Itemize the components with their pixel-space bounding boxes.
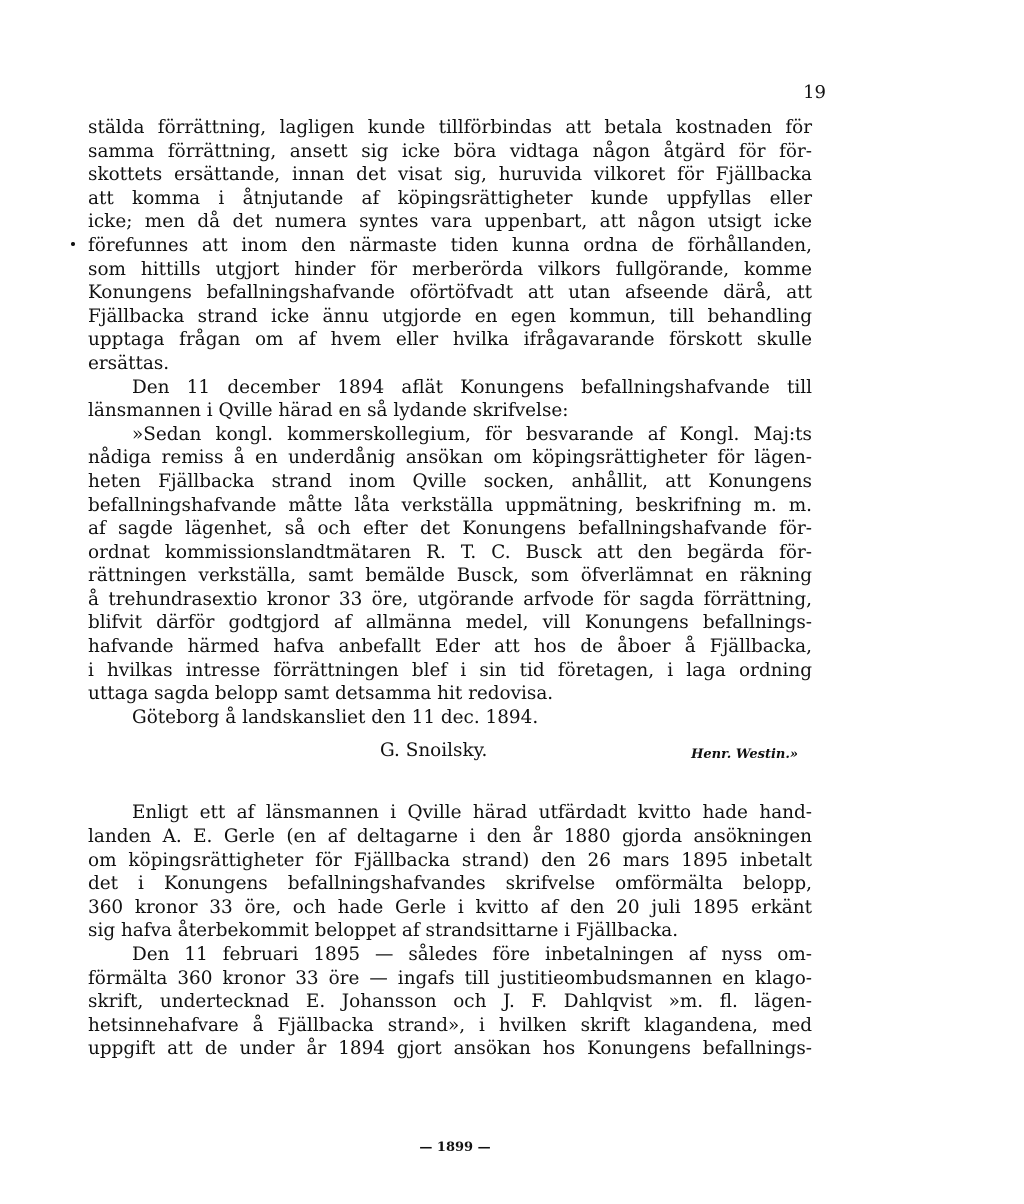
text-line: rättningen verkställa, samt bemälde Busck, som öfverlämnat en räkning [88,565,812,587]
signature-block [88,729,812,779]
section-spacer [88,779,812,801]
text-line: ordnat kommissionslandtmätaren R. T. C. Busck att den begärda för- [88,541,812,563]
countersignature: Henr. Westin.» [691,747,798,763]
text-line: skottets ersättande, innan det visat sig, huruvida vilkoret för Fjällbacka [88,164,812,186]
text-line: skrift, undertecknad E. Johansson och J. F. Dahlqvist »m. fl. lägen- [88,991,812,1013]
dateline: Göteborg å landskansliet den 11 dec. 1894. [132,706,539,728]
text-line: länsmannen i Qville härad en så lydande skrifvelse: [88,400,569,422]
text-line: heten Fjällbacka strand inom Qville socken, anhållit, att Konungens [88,470,812,492]
text-line: hetsinnehafvare å Fjällbacka strand», i hvilken skrift klagandena, med [88,1014,812,1036]
paragraph-2 [88,376,812,423]
text-line: landen A. E. Gerle (en af deltagarne i den år 1880 gjorda ansökningen [88,826,812,848]
text-line: som hittills utgjort hinder för merberörda vilkors fullgörande, komme [88,258,812,280]
text-line: förefunnes att inom den närmaste tiden kunna ordna de förhållanden, [88,234,812,256]
text-line: i hvilkas intresse förrättningen blef i sin tid företagen, i laga ordning [88,659,812,681]
text-line: Konungens befallningshafvande oförtöfvadt att utan afseende därå, att [88,282,812,304]
text-line: af sagde lägenhet, så och efter det Konungens befallningshafvande för- [88,518,812,540]
text-line: icke; men då det numera syntes vara uppenbart, att någon utsigt icke [88,211,812,233]
margin-mark [71,242,75,246]
text-line: Fjällbacka strand icke ännu utgjorde en egen kommun, till behandling [88,305,812,327]
text-line: Den 11 februari 1895 — således före inbetalningen af nyss om- [132,944,812,965]
text-line: 360 kronor 33 öre, och hade Gerle i kvitto af den 20 juli 1895 erkänt [88,896,812,918]
text-line: å trehundrasextio kronor 33 öre, utgörande arfvode för sagda förrättning, [88,588,812,610]
text-line: uppgift att de under år 1894 gjort ansökan hos Konungens befallnings- [88,1038,812,1060]
text-line: sig hafva återbekommit beloppet af strandsittarne i Fjällbacka. [88,920,679,942]
text-line: förmälta 360 kronor 33 öre — ingafs till justitieombudsmannen en klago- [88,967,812,989]
body-text [88,116,812,1061]
signature: G. Snoilsky. [380,740,488,762]
text-line: Enligt ett af länsmannen i Qville härad utfärdadt kvitto hade hand- [132,802,812,824]
text-line: upptaga frågan om af hvem eller hvilka ifrågavarande förskott skulle [88,329,812,351]
text-line: att komma i åtnjutande af köpingsrättigheter kunde uppfyllas eller [88,187,812,209]
text-line: det i Konungens befallningshafvandes skrifvelse omförmälta belopp, [88,873,812,895]
text-line: hafvande härmed hafva anbefallt Eder att hos de åboer å Fjällbacka, [88,636,812,658]
footer-year: — 1899 — [419,1140,491,1155]
page-number: 19 [803,82,826,103]
quoted-letter [88,423,812,730]
paragraph-3 [88,801,812,943]
text-line: ersättas. [88,352,170,374]
paragraph-4 [88,943,812,1061]
text-line: blifvit därför godtgjord af allmänna medel, vill Konungens befallnings- [88,612,812,634]
paragraph-1 [88,116,812,376]
text-line: Den 11 december 1894 aflät Konungens befallningshafvande till [132,376,812,398]
text-line: stälda förrättning, lagligen kunde tillförbindas att betala kostnaden för [88,117,812,138]
text-line: samma förrättning, ansett sig icke böra vidtaga någon åtgärd för för- [88,140,812,162]
text-line: om köpingsrättigheter för Fjällbacka strand) den 26 mars 1895 inbetalt [88,849,812,871]
text-line: »Sedan kongl. kommerskollegium, för besvarande af Kongl. Maj:ts [132,423,812,445]
text-line: nådiga remiss å en underdånig ansökan om köpingsrättigheter för lägen- [88,447,812,469]
text-line: befallningshafvande måtte låta verkställa uppmätning, beskrifning m. m. [88,494,812,516]
text-line: uttaga sagda belopp samt detsamma hit redovisa. [88,683,554,705]
